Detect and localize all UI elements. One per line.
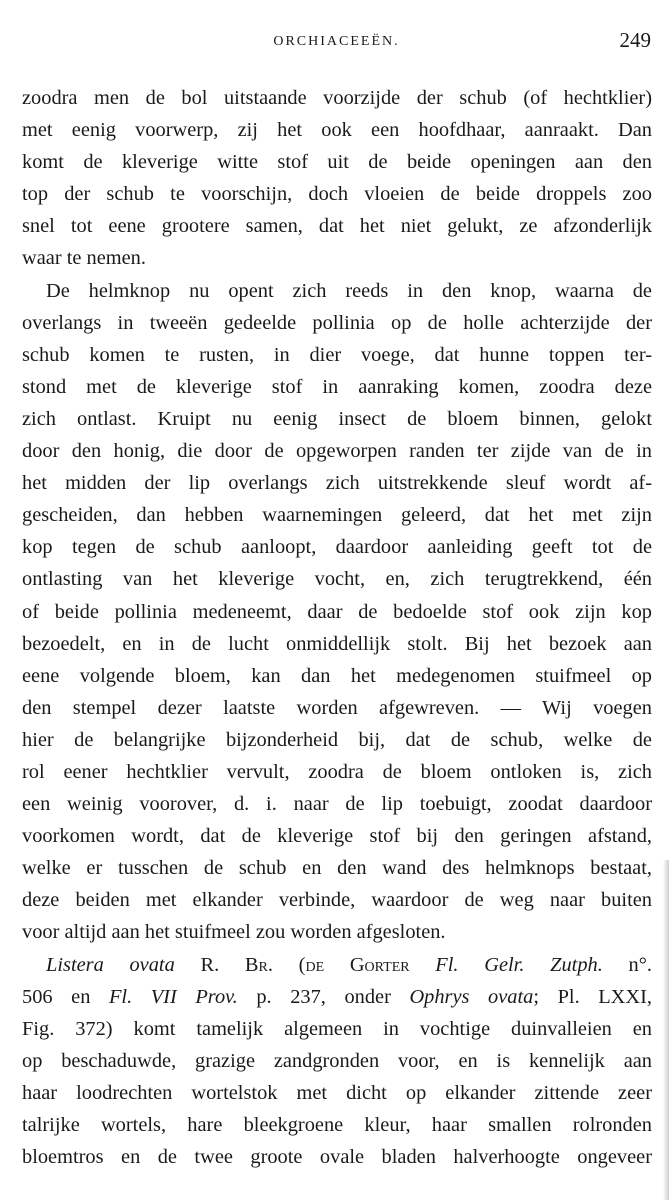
text-line: door den honig, die door de opgeworpen randen ter zijde van de in: [22, 440, 652, 463]
text-line: hier de belangrijke bijzonderheid bij, dat de schub, welke de: [22, 728, 652, 751]
text-line: het midden der lip overlangs zich uitstrekkende sleuf wordt af-: [22, 472, 652, 495]
text-line: top der schub te voorschijn, doch vloeien de beide droppels zoo: [22, 183, 652, 206]
text-line: met eenig voorwerp, zij het ook een hoofdhaar, aanraakt. Dan: [22, 119, 652, 142]
text-segment: p. 237, onder: [237, 985, 410, 1008]
text-line: eene volgende bloem, kan dan het medegenomen stuifmeel op: [22, 664, 652, 687]
text-line: snel tot eene grootere samen, dat het niet gelukt, ze afzonderlijk: [22, 215, 652, 238]
text-segment: (: [272, 953, 306, 976]
text-line: gescheiden, dan hebben waarnemingen geleerd, dat het met zijn: [22, 504, 652, 527]
text-segment: R.: [174, 953, 245, 976]
text-segment: [410, 954, 436, 976]
page-edge-shadow: [663, 860, 669, 1200]
text-line: ontlasting van het kleverige vocht, en, zich terugtrekkend, één: [22, 568, 652, 591]
text-line: voor altijd aan het stuifmeel zou worden afgesloten.: [22, 921, 446, 944]
text-segment: Fl. Gelr. Zutph.: [435, 953, 603, 976]
body-text: [22, 82, 652, 1173]
text-line: bezoedelt, en in de lucht onmiddellijk stolt. Bij het bezoek aan: [22, 632, 652, 655]
text-segment: n°.: [602, 953, 652, 976]
text-line: haar loodrechten wortelstok met dicht op elkander zittende zeer: [22, 1081, 652, 1104]
text-line: voorkomen wordt, dat de kleverige stof bij den geringen afstand,: [22, 825, 652, 848]
text-line: stond met de kleverige stof in aanraking komen, zoodra deze: [22, 375, 652, 398]
text-segment: de Gorter: [305, 953, 410, 976]
text-line: den stempel dezer laatste worden afgewreven. — Wij voegen: [22, 696, 652, 719]
text-line: op beschaduwde, grazige zandgronden voor, en is kennelijk aan: [22, 1049, 652, 1072]
text-line: of beide pollinia medeneemt, daar de bedoelde stof ook zijn kop: [22, 600, 652, 623]
text-line: zich ontlast. Kruipt nu eenig insect de bloem binnen, gelokt: [22, 407, 652, 430]
running-head: [22, 26, 651, 56]
text-line: komt de kleverige witte stof uit de beide openingen aan den: [22, 151, 652, 174]
text-segment: 506 en: [22, 985, 109, 1008]
page-number: 249: [619, 28, 651, 52]
text-line: talrijke wortels, hare bleekgroene kleur, haar smallen rolronden: [22, 1114, 652, 1136]
text-line: kop tegen de schub aanloopt, daardoor aanleiding geeft tot de: [22, 536, 652, 559]
text-line: deze beiden met elkander verbinde, waardoor de weg naar buiten: [22, 889, 652, 912]
text-segment: ; Pl. LXXI,: [533, 985, 653, 1008]
text-line: zoodra men de bol uitstaande voorzijde der schub (of hechtklier): [22, 87, 652, 109]
text-segment: Br.: [244, 953, 273, 976]
running-title: ORCHIACEEËN.: [273, 34, 400, 49]
text-line: [22, 949, 652, 981]
text-line: Fig. 372) komt tamelijk algemeen in vochtige duinvalleien en: [22, 1017, 652, 1040]
text-line: overlangs in tweeën gedeelde pollinia op de holle achterzijde der: [22, 311, 652, 334]
text-line: [22, 981, 652, 1013]
text-line: waar te nemen.: [22, 247, 146, 270]
text-line: De helmknop nu opent zich reeds in den knop, waarna de: [46, 279, 652, 302]
text-segment: Listera ovata: [46, 953, 175, 976]
text-segment: Ophrys ovata: [409, 985, 534, 1008]
text-line: een weinig voorover, d. i. naar de lip toebuigt, zoodat daardoor: [22, 793, 652, 816]
text-line: schub komen te rusten, in dier voege, dat hunne toppen ter-: [22, 343, 652, 366]
text-line: welke er tusschen de schub en den wand des helmknops bestaat,: [22, 857, 652, 880]
text-line: bloemtros en de twee groote ovale bladen halverhoogte ongeveer: [22, 1146, 652, 1169]
text-line: rol eener hechtklier vervult, zoodra de bloem ontloken is, zich: [22, 760, 652, 783]
text-segment: Fl. VII Prov.: [108, 985, 238, 1008]
